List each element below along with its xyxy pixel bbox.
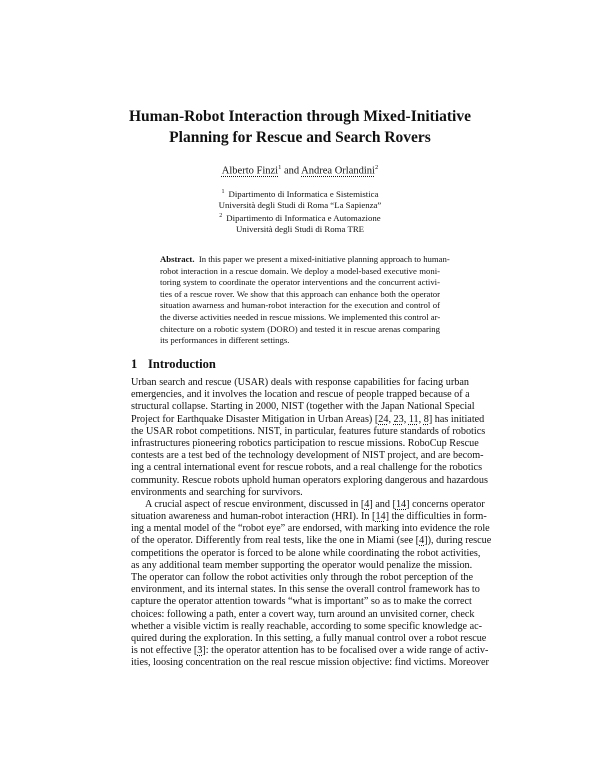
paper-title — [100, 106, 500, 148]
abstract — [160, 254, 450, 347]
body-line: infrastructures pioneering robotics participation to rescue missions. RoboCup Rescue — [131, 437, 479, 449]
body-line: contests are a test bed of the technology development of NIST project, and are becom- — [131, 450, 484, 462]
citation-link[interactable]: 24 — [378, 413, 389, 425]
affiliation-univ: Università degli Studi di Roma TRE — [235, 223, 365, 234]
citation-link[interactable]: 23 — [393, 413, 404, 425]
body-line: of the operator. Differently from real tests, like the one in Miami (see [4]), during rescue — [131, 535, 492, 547]
body-line: emergencies, and it involves the location and rescue of people trapped because of a — [131, 389, 470, 401]
body-line: choices: following a path, enter a covert way, turn around an unvisited corner, check — [131, 608, 475, 620]
body-line: A crucial aspect of rescue environment, discussed in [4] and [14] concerns operator — [145, 498, 485, 510]
body-line: situation awareness and human-robot interaction (HRI). In [14] the difficulties in form- — [131, 511, 487, 523]
affiliation-dept: $^2$ Dipartimento di Informatica e Automazione — [219, 212, 381, 223]
citation-link[interactable]: 3 — [197, 645, 203, 657]
body-line: community. Rescue robots uphold human operators exploring dangerous and hazardous — [131, 474, 488, 486]
author-affiliation-mark: 2 — [374, 164, 379, 171]
affiliation-mark: 1 — [221, 189, 225, 195]
abstract-text: situation awarness and human-robot interaction for the execution and control of — [160, 300, 440, 311]
abstract-label: Abstract. — [160, 254, 195, 264]
author-orlandini[interactable]: Andrea Orlandini — [301, 165, 375, 177]
citation-link[interactable]: 4 — [364, 498, 370, 510]
abstract-text: its performances in different settings. — [160, 335, 290, 346]
affiliation-univ: Università degli Studi di Roma “La Sapienza” — [218, 199, 382, 210]
citation-link[interactable]: 8 — [423, 413, 429, 425]
abstract-text: the diverse activities needed in rescue missions. We implemented this control ar- — [160, 311, 441, 322]
body-line: Urban search and rescue (USAR) deals with response capabilities for facing urban — [131, 377, 469, 388]
body-line: as any additional team member supporting the operator would penalize the mission. — [131, 559, 473, 571]
author-affiliation-mark: 1 — [278, 164, 282, 171]
body-line: ing a mental model of the “robot eye” are endorsed, with marking into evidence the role — [131, 523, 490, 535]
section-title: Introduction — [148, 357, 216, 371]
abstract-text: robot interaction in a rescue domain. We deploy a model-based executive moni- — [160, 265, 440, 276]
body-line: whether a visible victim is really reachable, according to some specific knowledge ac- — [131, 620, 483, 632]
body-line: ing a central international event for rescue robots, and a real challenge for the robotics — [131, 462, 483, 474]
abstract-text: chitecture on a robotic system (DORO) and tested it in rescue arenas comparing — [160, 323, 440, 334]
body-line: capture the operator attention towards “what is important” so as to make the correct — [131, 596, 472, 608]
citation-link[interactable]: 4 — [419, 535, 425, 547]
body-text — [131, 377, 492, 670]
section-heading — [131, 357, 216, 372]
body-line: Project for Earthquake Disaster Mitigation in Urban Areas) [24, 23, 11, 8] has initiated — [131, 413, 485, 425]
affiliation-dept: $^1$ Dipartimento di Informatica e Sistemistica — [221, 188, 379, 199]
author-list — [100, 164, 500, 177]
abstract-text: In this paper we present a mixed-initiative planning approach to human- — [198, 254, 450, 264]
author-conjunction: and — [283, 165, 300, 177]
body-line: environment, and its internal states. In this sense the overall control framework has to — [131, 584, 480, 596]
citation-link[interactable]: 14 — [395, 498, 407, 510]
body-line: environments and searching for survivors. — [131, 486, 303, 498]
title-line: Planning for Rescue and Search Rovers — [169, 129, 431, 146]
citation-link[interactable]: 11 — [408, 413, 419, 425]
body-line: structural collapse. Starting in 2000, NIST (together with the Japan National Special — [131, 401, 475, 413]
body-line: is not effective [3]: the operator attention has to be focalised over a wide range of activ- — [131, 645, 489, 657]
body-line: quired during the exploration. In this setting, a fully manual control over a robot rescue — [131, 632, 487, 644]
title-line: Human-Robot Interaction through Mixed-Initiative — [128, 108, 471, 125]
body-line: competitions the operator is forced to be alone while coordinating the robot activities, — [131, 547, 481, 559]
affiliation-mark: 2 — [219, 212, 223, 219]
section-number: 1 — [131, 357, 138, 371]
affiliations — [100, 187, 500, 235]
author-finzi[interactable]: Alberto Finzi — [221, 165, 279, 177]
abstract-text: toring system to coordinate the operator interventions and the concurrent activi- — [160, 277, 440, 288]
citation-link[interactable]: 14 — [375, 511, 386, 523]
body-line: The operator can follow the robot activities only through the robot perception of the — [131, 572, 474, 583]
body-line: the USAR robot competitions. NIST, in particular, features future standards of robotics — [131, 425, 486, 437]
body-line: ities, loosing concentration on the real rescue mission objective: find victims. Moreover — [131, 657, 489, 669]
abstract-text: ties of a rescue rover. We show that this approach can enhance both the operator — [160, 288, 440, 299]
